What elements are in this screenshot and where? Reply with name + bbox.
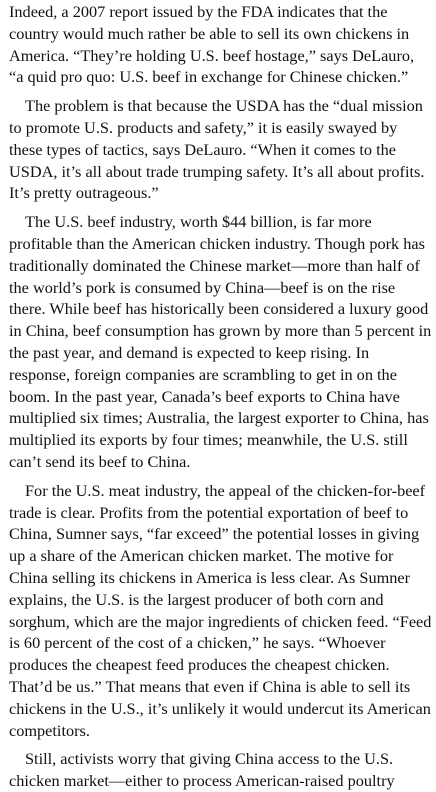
- paragraph-usda-dual-mission: The problem is that because the USDA has the “dual mission to promote U.S. products and safety,” it is easily swayed by these types of tactics, says DeLauro. “When it comes to the USDA, it’s all about trade trumping safety. It’s all about profits. It’s pretty outrageous.”: [9, 96, 425, 203]
- paragraph-beef-industry: The U.S. beef industry, worth $44 billion, is far more profitable than the American chicken industry. Though pork has traditionally dominated the Chinese market—more than half of the world’s pork is consumed by China—beef is on the rise there. While beef has historically been considered a luxury good in China, beef consumption has grown by more than 5 percent in the past year, and demand is expected to keep rising. In response, foreign companies are scrambling to get in on the boom. In the past year, Canada’s beef exports to China have multiplied six times; Australia, the largest exporter to China, has multiplied its exports by four times; meanwhile, the U.S. still can’t send its beef to China.: [9, 212, 432, 471]
- paragraph-chicken-for-beef-trade: For the U.S. meat industry, the appeal of the chicken-for-beef trade is clear. Profits from the potential exportation of beef to China, Sumner says, “far exceed” the potential losses in giving up a share of the American chicken market. The motive for China selling its chickens in America is less clear. As Sumner explains, the U.S. is the largest producer of both corn and sorghum, which are the major ingredients of chicken feed. “Feed is 60 percent of the cost of a chicken,” he says. “Whoever produces the cheapest feed produces the cheapest chicken. That’d be us.” That means that even if China is able to sell its chickens in the U.S., it’s unlikely it would undercut its American competitors.: [9, 480, 432, 740]
- paragraph-fda-report: Indeed, a 2007 report issued by the FDA indicates that the country would much rather be able to sell its own chickens in America. “They’re holding U.S. beef hostage,” says DeLauro, “a quid pro quo: U.S. beef in exchange for Chinese chicken.”: [9, 2, 415, 87]
- paragraph-activists-worry: Still, activists worry that giving China access to the U.S. chicken market—either to process American-raised poultry: [9, 749, 395, 791]
